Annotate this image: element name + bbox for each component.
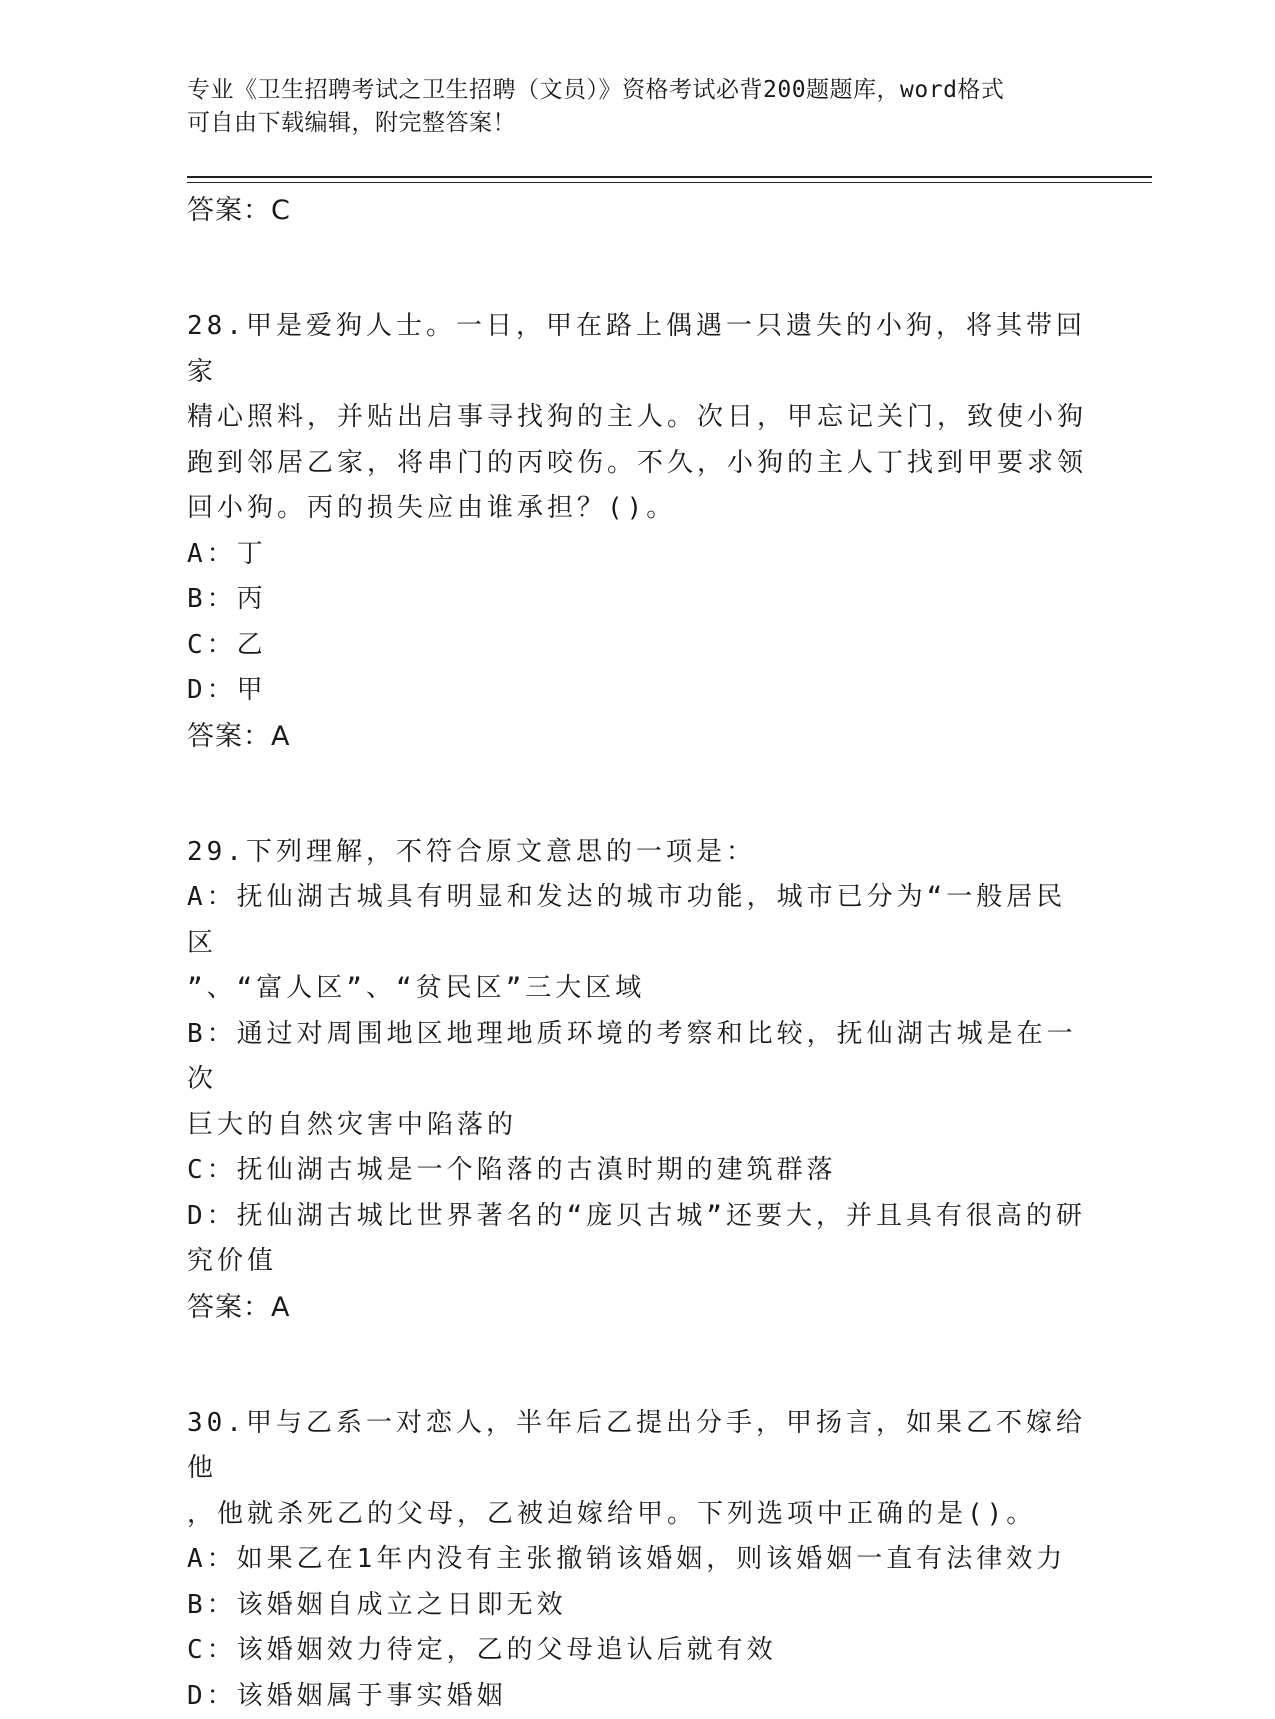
option-d: D：甲: [187, 668, 1087, 714]
header-divider-thin: [187, 182, 1152, 183]
option-a-continued: ”、“富人区”、“贫民区”三大区域: [187, 966, 1087, 1012]
section-gap: [187, 234, 1087, 304]
option-b: B：该婚姻自成立之日即无效: [187, 1583, 1087, 1629]
option-d-continued: 究价值: [187, 1239, 1087, 1285]
question-text-line: ，他就杀死乙的父母，乙被迫嫁给甲。下列选项中正确的是()。: [187, 1492, 1087, 1538]
header-line-2: 可自由下载编辑，附完整答案！: [187, 107, 1004, 140]
option-c: C：该婚姻效力待定，乙的父母追认后就有效: [187, 1628, 1087, 1674]
option-a: A：丁: [187, 532, 1087, 578]
section-gap: [187, 760, 1087, 830]
question-28: [187, 304, 1087, 760]
document-header: [187, 74, 1004, 140]
previous-answer: 答案：C: [187, 188, 1087, 234]
question-text-line: 28.甲是爱狗人士。一日，甲在路上偶遇一只遗失的小狗，将其带回家: [187, 304, 1087, 395]
question-text-line: 跑到邻居乙家，将串门的丙咬伤。不久，小狗的主人丁找到甲要求领: [187, 441, 1087, 487]
option-a: A：如果乙在1年内没有主张撤销该婚姻，则该婚姻一直有法律效力: [187, 1537, 1087, 1583]
document-body: [187, 188, 1087, 1719]
question-text-line: 精心照料，并贴出启事寻找狗的主人。次日，甲忘记关门，致使小狗: [187, 395, 1087, 441]
option-d: D：该婚姻属于事实婚姻: [187, 1674, 1087, 1719]
option-b: B：通过对周围地区地理地质环境的考察和比较，抚仙湖古城是在一次: [187, 1012, 1087, 1103]
question-text-line: 30.甲与乙系一对恋人，半年后乙提出分手，甲扬言，如果乙不嫁给他: [187, 1401, 1087, 1492]
question-30: [187, 1401, 1087, 1719]
option-b-continued: 巨大的自然灾害中陷落的: [187, 1103, 1087, 1149]
option-b: B：丙: [187, 577, 1087, 623]
section-gap: [187, 1331, 1087, 1401]
option-d: D：抚仙湖古城比世界著名的“庞贝古城”还要大，并且具有很高的研: [187, 1194, 1087, 1240]
question-text-line: 回小狗。丙的损失应由谁承担？()。: [187, 486, 1087, 532]
option-a: A：抚仙湖古城具有明显和发达的城市功能，城市已分为“一般居民区: [187, 875, 1087, 966]
header-line-1: 专业《卫生招聘考试之卫生招聘（文员）》资格考试必背200题题库，word格式: [187, 74, 1004, 107]
answer-line: 答案：A: [187, 714, 1087, 760]
answer-line: 答案：A: [187, 1285, 1087, 1331]
question-29: [187, 830, 1087, 1331]
option-c: C：乙: [187, 623, 1087, 669]
header-divider-thick: [187, 176, 1152, 178]
option-c: C：抚仙湖古城是一个陷落的古滇时期的建筑群落: [187, 1148, 1087, 1194]
question-text-line: 29.下列理解，不符合原文意思的一项是：: [187, 830, 1087, 876]
